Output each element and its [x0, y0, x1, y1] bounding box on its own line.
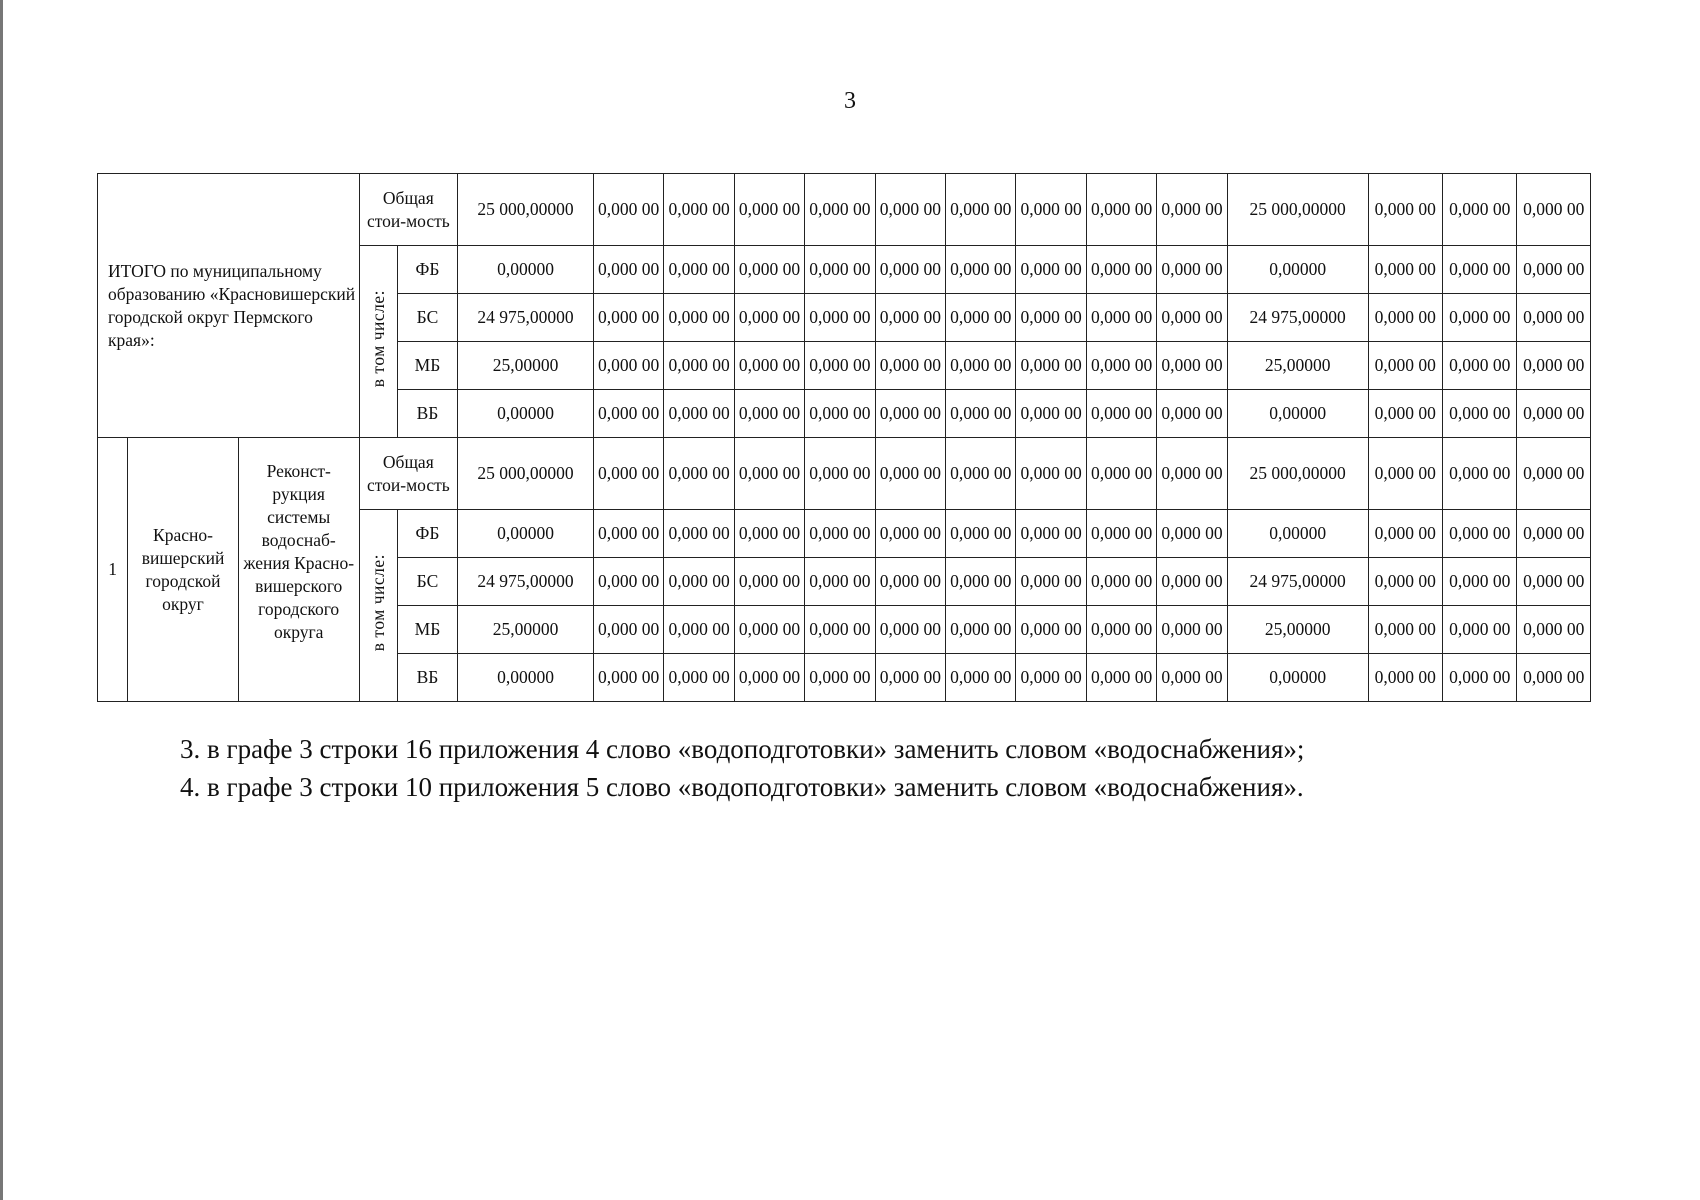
- tail-value: 0,000 00: [1443, 342, 1517, 390]
- total-value: 0,00000: [458, 654, 594, 702]
- tail-value: 0,000 00: [1368, 558, 1442, 606]
- total-value: 25 000,00000: [458, 438, 594, 510]
- row-number: 1: [98, 438, 128, 702]
- scan-edge: [0, 0, 3, 1200]
- total-label: ИТОГО по муниципальному образованию «Красновишерский городской округ Пермского края»:: [98, 174, 360, 438]
- tail-value: 0,000 00: [1517, 438, 1591, 510]
- tail-value: 0,000 00: [1517, 606, 1591, 654]
- year-value: 0,000 00: [1016, 606, 1086, 654]
- year-value: 0,000 00: [1086, 654, 1156, 702]
- year-value: 0,000 00: [664, 246, 734, 294]
- tail-value: 0,000 00: [1443, 558, 1517, 606]
- total-value: 24 975,00000: [458, 558, 594, 606]
- year-value: 0,000 00: [734, 390, 804, 438]
- year-value: 0,000 00: [593, 246, 663, 294]
- tail-value: 0,000 00: [1443, 606, 1517, 654]
- year-value: 0,000 00: [734, 342, 804, 390]
- funding-source: ФБ: [397, 510, 457, 558]
- tail-value: 0,000 00: [1517, 342, 1591, 390]
- year-value: 0,000 00: [946, 510, 1016, 558]
- year-value: 0,000 00: [875, 558, 945, 606]
- tail-value: 0,000 00: [1443, 510, 1517, 558]
- year-value: 0,000 00: [1157, 294, 1227, 342]
- year-value: 0,000 00: [946, 390, 1016, 438]
- year-value: 0,000 00: [875, 654, 945, 702]
- year-value: 0,000 00: [1016, 558, 1086, 606]
- year-value: 0,000 00: [734, 438, 804, 510]
- year-value: 0,000 00: [1157, 558, 1227, 606]
- year-value: 0,000 00: [734, 294, 804, 342]
- sum-value: 0,00000: [1227, 390, 1368, 438]
- sum-value: 25,00000: [1227, 606, 1368, 654]
- table-body: [98, 174, 1591, 702]
- amendment-notes: [180, 730, 1304, 806]
- total-value: 24 975,00000: [458, 294, 594, 342]
- tail-value: 0,000 00: [1443, 654, 1517, 702]
- total-value: 0,00000: [458, 246, 594, 294]
- year-value: 0,000 00: [805, 342, 875, 390]
- year-value: 0,000 00: [875, 246, 945, 294]
- year-value: 0,000 00: [805, 174, 875, 246]
- year-value: 0,000 00: [734, 510, 804, 558]
- year-value: 0,000 00: [593, 654, 663, 702]
- year-value: 0,000 00: [593, 390, 663, 438]
- year-value: 0,000 00: [875, 294, 945, 342]
- tail-value: 0,000 00: [1517, 510, 1591, 558]
- year-value: 0,000 00: [1086, 558, 1156, 606]
- tail-value: 0,000 00: [1517, 246, 1591, 294]
- year-value: 0,000 00: [1086, 438, 1156, 510]
- year-value: 0,000 00: [593, 558, 663, 606]
- year-value: 0,000 00: [664, 558, 734, 606]
- year-value: 0,000 00: [1016, 174, 1086, 246]
- total-value: 25,00000: [458, 606, 594, 654]
- tail-value: 0,000 00: [1443, 390, 1517, 438]
- year-value: 0,000 00: [875, 174, 945, 246]
- year-value: 0,000 00: [1086, 390, 1156, 438]
- year-value: 0,000 00: [1086, 342, 1156, 390]
- year-value: 0,000 00: [805, 510, 875, 558]
- tail-value: 0,000 00: [1368, 246, 1442, 294]
- year-value: 0,000 00: [593, 294, 663, 342]
- year-value: 0,000 00: [1016, 246, 1086, 294]
- year-value: 0,000 00: [664, 390, 734, 438]
- year-value: 0,000 00: [875, 510, 945, 558]
- tail-value: 0,000 00: [1443, 294, 1517, 342]
- tail-value: 0,000 00: [1368, 174, 1442, 246]
- tail-value: 0,000 00: [1443, 438, 1517, 510]
- including-text: в том числе:: [367, 289, 388, 388]
- table-row: [98, 174, 1591, 246]
- year-value: 0,000 00: [1157, 246, 1227, 294]
- total-value: 25 000,00000: [458, 174, 594, 246]
- year-value: 0,000 00: [593, 174, 663, 246]
- year-value: 0,000 00: [1157, 606, 1227, 654]
- year-value: 0,000 00: [875, 438, 945, 510]
- year-value: 0,000 00: [1016, 438, 1086, 510]
- funding-source: БС: [397, 558, 457, 606]
- year-value: 0,000 00: [1157, 438, 1227, 510]
- year-value: 0,000 00: [946, 558, 1016, 606]
- budget-table: [97, 173, 1591, 702]
- table-row: [98, 438, 1591, 510]
- year-value: 0,000 00: [805, 294, 875, 342]
- year-value: 0,000 00: [805, 654, 875, 702]
- tail-value: 0,000 00: [1368, 342, 1442, 390]
- year-value: 0,000 00: [1157, 390, 1227, 438]
- year-value: 0,000 00: [946, 654, 1016, 702]
- year-value: 0,000 00: [1157, 342, 1227, 390]
- year-value: 0,000 00: [946, 174, 1016, 246]
- year-value: 0,000 00: [734, 654, 804, 702]
- year-value: 0,000 00: [734, 558, 804, 606]
- sum-value: 25 000,00000: [1227, 438, 1368, 510]
- year-value: 0,000 00: [875, 606, 945, 654]
- year-value: 0,000 00: [593, 510, 663, 558]
- year-value: 0,000 00: [1016, 390, 1086, 438]
- year-value: 0,000 00: [805, 558, 875, 606]
- year-value: 0,000 00: [664, 174, 734, 246]
- year-value: 0,000 00: [664, 342, 734, 390]
- year-value: 0,000 00: [734, 606, 804, 654]
- year-value: 0,000 00: [805, 246, 875, 294]
- year-value: 0,000 00: [664, 654, 734, 702]
- including-label: [359, 510, 397, 702]
- sum-value: 0,00000: [1227, 510, 1368, 558]
- tail-value: 0,000 00: [1517, 654, 1591, 702]
- tail-value: 0,000 00: [1517, 390, 1591, 438]
- total-value: 25,00000: [458, 342, 594, 390]
- year-value: 0,000 00: [664, 606, 734, 654]
- year-value: 0,000 00: [1086, 294, 1156, 342]
- page-number: 3: [844, 88, 856, 114]
- year-value: 0,000 00: [875, 342, 945, 390]
- tail-value: 0,000 00: [1443, 174, 1517, 246]
- tail-value: 0,000 00: [1368, 438, 1442, 510]
- year-value: 0,000 00: [1086, 606, 1156, 654]
- year-value: 0,000 00: [1157, 174, 1227, 246]
- sum-value: 25,00000: [1227, 342, 1368, 390]
- tail-value: 0,000 00: [1368, 390, 1442, 438]
- total-value: 0,00000: [458, 390, 594, 438]
- funding-source: МБ: [397, 606, 457, 654]
- year-value: 0,000 00: [1157, 654, 1227, 702]
- total-cost-label: Общая стои-мость: [359, 438, 458, 510]
- tail-value: 0,000 00: [1368, 654, 1442, 702]
- note-item: 4. в графе 3 строки 10 приложения 5 слово «водоподготовки» заменить словом «водоснабжения».: [180, 772, 1304, 802]
- year-value: 0,000 00: [805, 438, 875, 510]
- year-value: 0,000 00: [1086, 174, 1156, 246]
- year-value: 0,000 00: [593, 438, 663, 510]
- year-value: 0,000 00: [664, 510, 734, 558]
- year-value: 0,000 00: [1086, 510, 1156, 558]
- year-value: 0,000 00: [946, 438, 1016, 510]
- tail-value: 0,000 00: [1517, 294, 1591, 342]
- year-value: 0,000 00: [946, 606, 1016, 654]
- municipality-name: Красно-вишерский городской округ: [128, 438, 239, 702]
- tail-value: 0,000 00: [1368, 294, 1442, 342]
- total-value: 0,00000: [458, 510, 594, 558]
- sum-value: 24 975,00000: [1227, 558, 1368, 606]
- tail-value: 0,000 00: [1517, 558, 1591, 606]
- tail-value: 0,000 00: [1443, 246, 1517, 294]
- year-value: 0,000 00: [1086, 246, 1156, 294]
- year-value: 0,000 00: [1016, 510, 1086, 558]
- tail-value: 0,000 00: [1368, 606, 1442, 654]
- year-value: 0,000 00: [946, 342, 1016, 390]
- year-value: 0,000 00: [946, 294, 1016, 342]
- year-value: 0,000 00: [664, 294, 734, 342]
- funding-source: ВБ: [397, 390, 457, 438]
- year-value: 0,000 00: [593, 342, 663, 390]
- year-value: 0,000 00: [1016, 294, 1086, 342]
- funding-source: МБ: [397, 342, 457, 390]
- note-item: 3. в графе 3 строки 16 приложения 4 слово «водоподготовки» заменить словом «водоснабжения»;: [180, 734, 1305, 764]
- year-value: 0,000 00: [1157, 510, 1227, 558]
- funding-source: БС: [397, 294, 457, 342]
- year-value: 0,000 00: [946, 246, 1016, 294]
- year-value: 0,000 00: [664, 438, 734, 510]
- tail-value: 0,000 00: [1368, 510, 1442, 558]
- year-value: 0,000 00: [734, 246, 804, 294]
- sum-value: 25 000,00000: [1227, 174, 1368, 246]
- total-cost-label: Общая стои-мость: [359, 174, 458, 246]
- year-value: 0,000 00: [1016, 654, 1086, 702]
- year-value: 0,000 00: [805, 606, 875, 654]
- funding-source: ФБ: [397, 246, 457, 294]
- funding-source: ВБ: [397, 654, 457, 702]
- including-label: [359, 246, 397, 438]
- year-value: 0,000 00: [734, 174, 804, 246]
- year-value: 0,000 00: [1016, 342, 1086, 390]
- sum-value: 0,00000: [1227, 654, 1368, 702]
- year-value: 0,000 00: [593, 606, 663, 654]
- year-value: 0,000 00: [805, 390, 875, 438]
- tail-value: 0,000 00: [1517, 174, 1591, 246]
- sum-value: 24 975,00000: [1227, 294, 1368, 342]
- year-value: 0,000 00: [875, 390, 945, 438]
- sum-value: 0,00000: [1227, 246, 1368, 294]
- including-text: в том числе:: [367, 553, 388, 652]
- object-name: Реконст-рукция системы водоснаб-жения Красно-вишерского городского округа: [238, 438, 359, 702]
